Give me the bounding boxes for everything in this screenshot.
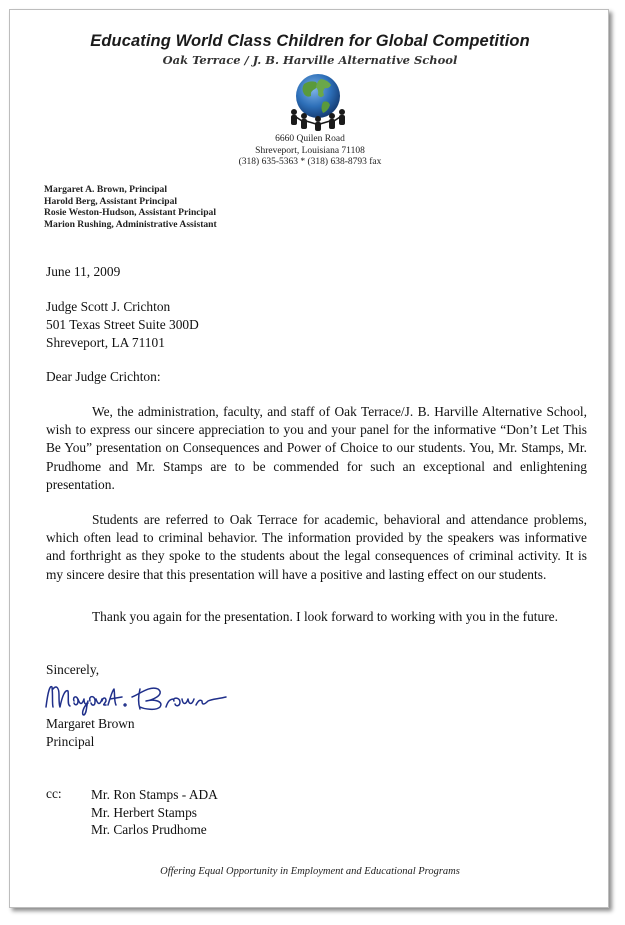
body-paragraph bbox=[46, 403, 587, 494]
signer-title: Principal bbox=[46, 734, 95, 749]
letter-page bbox=[9, 9, 609, 908]
signer-name: Margaret Brown bbox=[46, 716, 135, 731]
cc-recipient: Mr. Herbert Stamps bbox=[91, 804, 197, 820]
recipient-line: Shreveport, LA 71101 bbox=[46, 335, 165, 350]
handwritten-signature bbox=[40, 677, 250, 717]
cc-list bbox=[91, 786, 218, 839]
recipient-address bbox=[46, 298, 199, 352]
paragraph-text: We, the administration, faculty, and staff of Oak Terrace/J. B. Harville Alternative School, wish to express our sincere appreciation to you and your panel for the informative “Don’t Let This Be You” presentation on Consequences and Power of Choice to our students. You, Mr. Stamps, Mr. Prudhome and Mr. Stamps are to be commended for such an exceptional and enlightening presentation. bbox=[46, 404, 587, 492]
globe-with-children-icon bbox=[288, 70, 348, 132]
closing: Sincerely, bbox=[46, 662, 100, 677]
cc-recipient: Mr. Ron Stamps - ADA bbox=[91, 787, 218, 802]
staff-line: Marion Rushing, Administrative Assistant bbox=[44, 218, 217, 230]
cc-recipient: Mr. Carlos Prudhome bbox=[91, 822, 207, 838]
address-line1: 6660 Quilen Road bbox=[275, 134, 345, 144]
address-line2: Shreveport, Louisiana 71108 bbox=[255, 145, 365, 156]
school-name: Oak Terrace / J. B. Harville Alternative School bbox=[162, 53, 458, 67]
staff-line: Rosie Weston-Hudson, Assistant Principal bbox=[44, 207, 217, 219]
paragraph-text: Students are referred to Oak Terrace for academic, behavioral and attendance problems, which often lead to criminal behavior. The information provided by the speakers was informative and forthright as they spoke to the students about the legal consequences of criminal activity. It is my sincere desire that this presentation will have a positive and lasting effect on our students. bbox=[46, 512, 587, 582]
body-paragraph bbox=[46, 511, 587, 584]
phone-line: (318) 635-5363 * (318) 638-8793 fax bbox=[238, 157, 382, 167]
recipient-line: Judge Scott J. Crichton bbox=[46, 299, 171, 314]
recipient-line: 501 Texas Street Suite 300D bbox=[46, 317, 199, 332]
letterhead-motto: Educating World Class Children for Global Competition bbox=[90, 32, 530, 50]
staff-line: Margaret A. Brown, Principal bbox=[44, 184, 168, 195]
paragraph-text: Thank you again for the presentation. I look forward to working with you in the future. bbox=[92, 609, 558, 624]
staff-list bbox=[44, 184, 217, 230]
letter-date: June 11, 2009 bbox=[46, 264, 121, 279]
body-paragraph bbox=[46, 608, 587, 626]
cc-label: cc: bbox=[46, 786, 62, 801]
staff-line: Harold Berg, Assistant Principal bbox=[44, 195, 178, 207]
footer-statement: Offering Equal Opportunity in Employment and Educational Programs bbox=[160, 866, 460, 877]
salutation: Dear Judge Crichton: bbox=[46, 369, 161, 384]
